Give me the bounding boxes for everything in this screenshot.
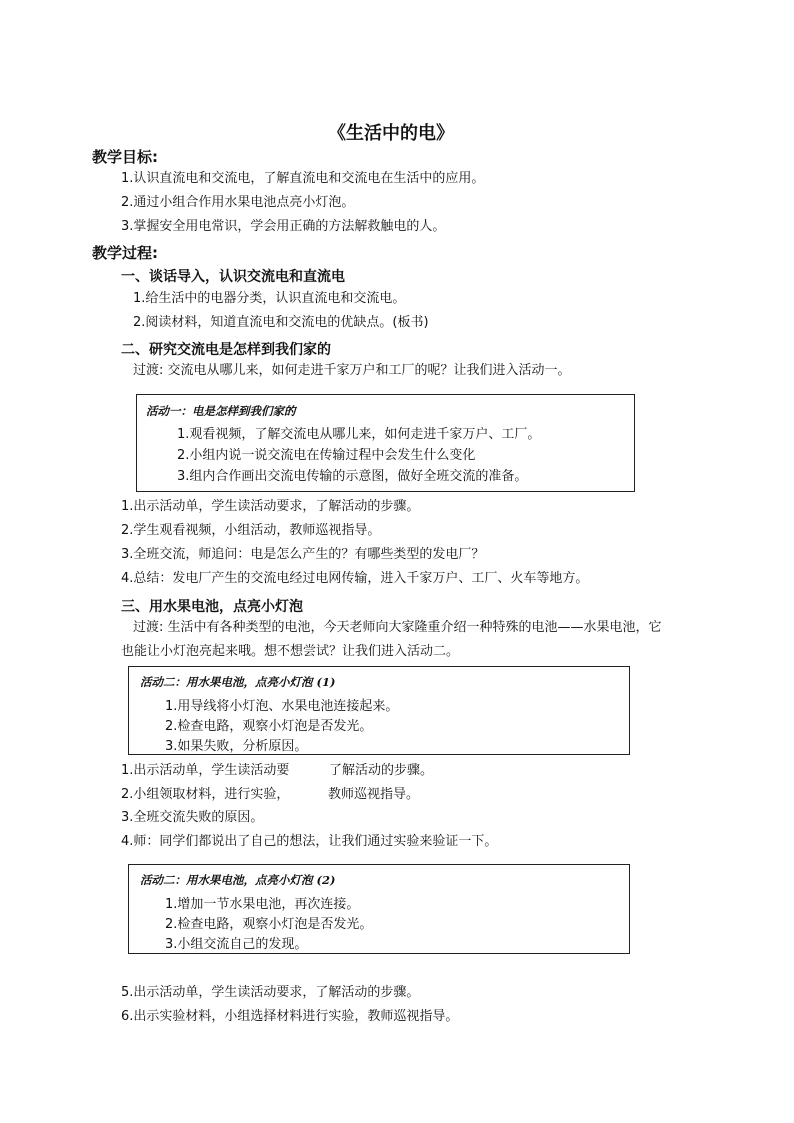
section3-step: 4.师：同学们都说出了自己的想法，让我们通过实验来验证一下。 [121, 834, 498, 849]
activity1-box [136, 394, 635, 492]
activity2a-item: 1.用导线将小灯泡、水果电池连接起来。 [165, 699, 399, 714]
section3-step-cont: 了解活动的步骤。 [329, 763, 434, 778]
process-heading: 教学过程: [92, 244, 158, 262]
section3-transition: 过渡: 生活中有各种类型的电池，今天老师向大家隆重介绍一种特殊的电池——水果电池，它 [133, 620, 662, 635]
activity2a-item: 2.检查电路，观察小灯泡是否发光。 [165, 719, 373, 734]
goals-heading: 教学目标: [92, 148, 158, 166]
activity2b-item: 1.增加一节水果电池，再次连接。 [165, 897, 360, 912]
section1-item: 1.给生活中的电器分类，认识直流电和交流电。 [133, 291, 406, 306]
section3-step: 6.出示实验材料，小组选择材料进行实验，教师巡视指导。 [121, 1009, 459, 1024]
activity2b-box [128, 864, 630, 954]
section3-transition-cont: 也能让小灯泡亮起来哦。想不想尝试？让我们进入活动二。 [121, 644, 460, 659]
activity1-item: 3.组内合作画出交流电传输的示意图，做好全班交流的准备。 [177, 469, 528, 484]
activity1-title: 活动一：电是怎样到我们家的 [146, 404, 296, 418]
activity1-item: 1.观看视频，了解交流电从哪儿来，如何走进千家万户、工厂。 [177, 427, 541, 442]
section3-step: 2.小组领取材料，进行实验， [121, 787, 290, 802]
activity2b-title: 活动二：用水果电池，点亮小灯泡 (2) [140, 873, 336, 887]
section1-item: 2.阅读材料，知道直流电和交流电的优缺点。(板书) [133, 315, 429, 330]
section2-step: 1.出示活动单，学生读活动要求，了解活动的步骤。 [121, 499, 420, 514]
section2-step: 2.学生观看视频，小组活动，教师巡视指导。 [121, 523, 381, 538]
section3-step-cont: 教师巡视指导。 [328, 787, 420, 802]
section1-heading: 一、谈话导入，认识交流电和直流电 [121, 269, 345, 285]
page-title: 《生活中的电》 [328, 123, 454, 144]
goal-item: 3.掌握安全用电常识，学会用正确的方法解救触电的人。 [121, 219, 446, 234]
goal-item: 1.认识直流电和交流电，了解直流电和交流电在生活中的应用。 [121, 171, 485, 186]
section3-step: 3.全班交流失败的原因。 [121, 810, 264, 825]
activity2a-box [128, 666, 630, 755]
section2-heading: 二、研究交流电是怎样到我们家的 [121, 342, 331, 358]
activity2a-title: 活动二：用水果电池，点亮小灯泡 (1) [140, 675, 336, 689]
activity2b-item: 3.小组交流自己的发现。 [165, 937, 308, 952]
section3-heading: 三、用水果电池，点亮小灯泡 [121, 599, 303, 615]
section2-step: 4.总结：发电厂产生的交流电经过电网传输，进入千家万户、工厂、火车等地方。 [121, 571, 589, 586]
section2-step: 3.全班交流，师追问：电是怎么产生的？有哪些类型的发电厂？ [121, 547, 485, 562]
activity1-item: 2.小组内说一说交流电在传输过程中会发生什么变化 [177, 448, 476, 463]
activity2a-item: 3.如果失败，分析原因。 [165, 739, 308, 754]
goal-item: 2.通过小组合作用水果电池点亮小灯泡。 [121, 195, 355, 210]
activity2b-item: 2.检查电路，观察小灯泡是否发光。 [165, 917, 373, 932]
section3-step: 1.出示活动单，学生读活动要 [121, 763, 290, 778]
section2-transition: 过渡: 交流电从哪儿来，如何走进千家万户和工厂的呢？让我们进入活动一。 [133, 363, 571, 378]
section3-step: 5.出示活动单，学生读活动要求，了解活动的步骤。 [121, 985, 420, 1000]
